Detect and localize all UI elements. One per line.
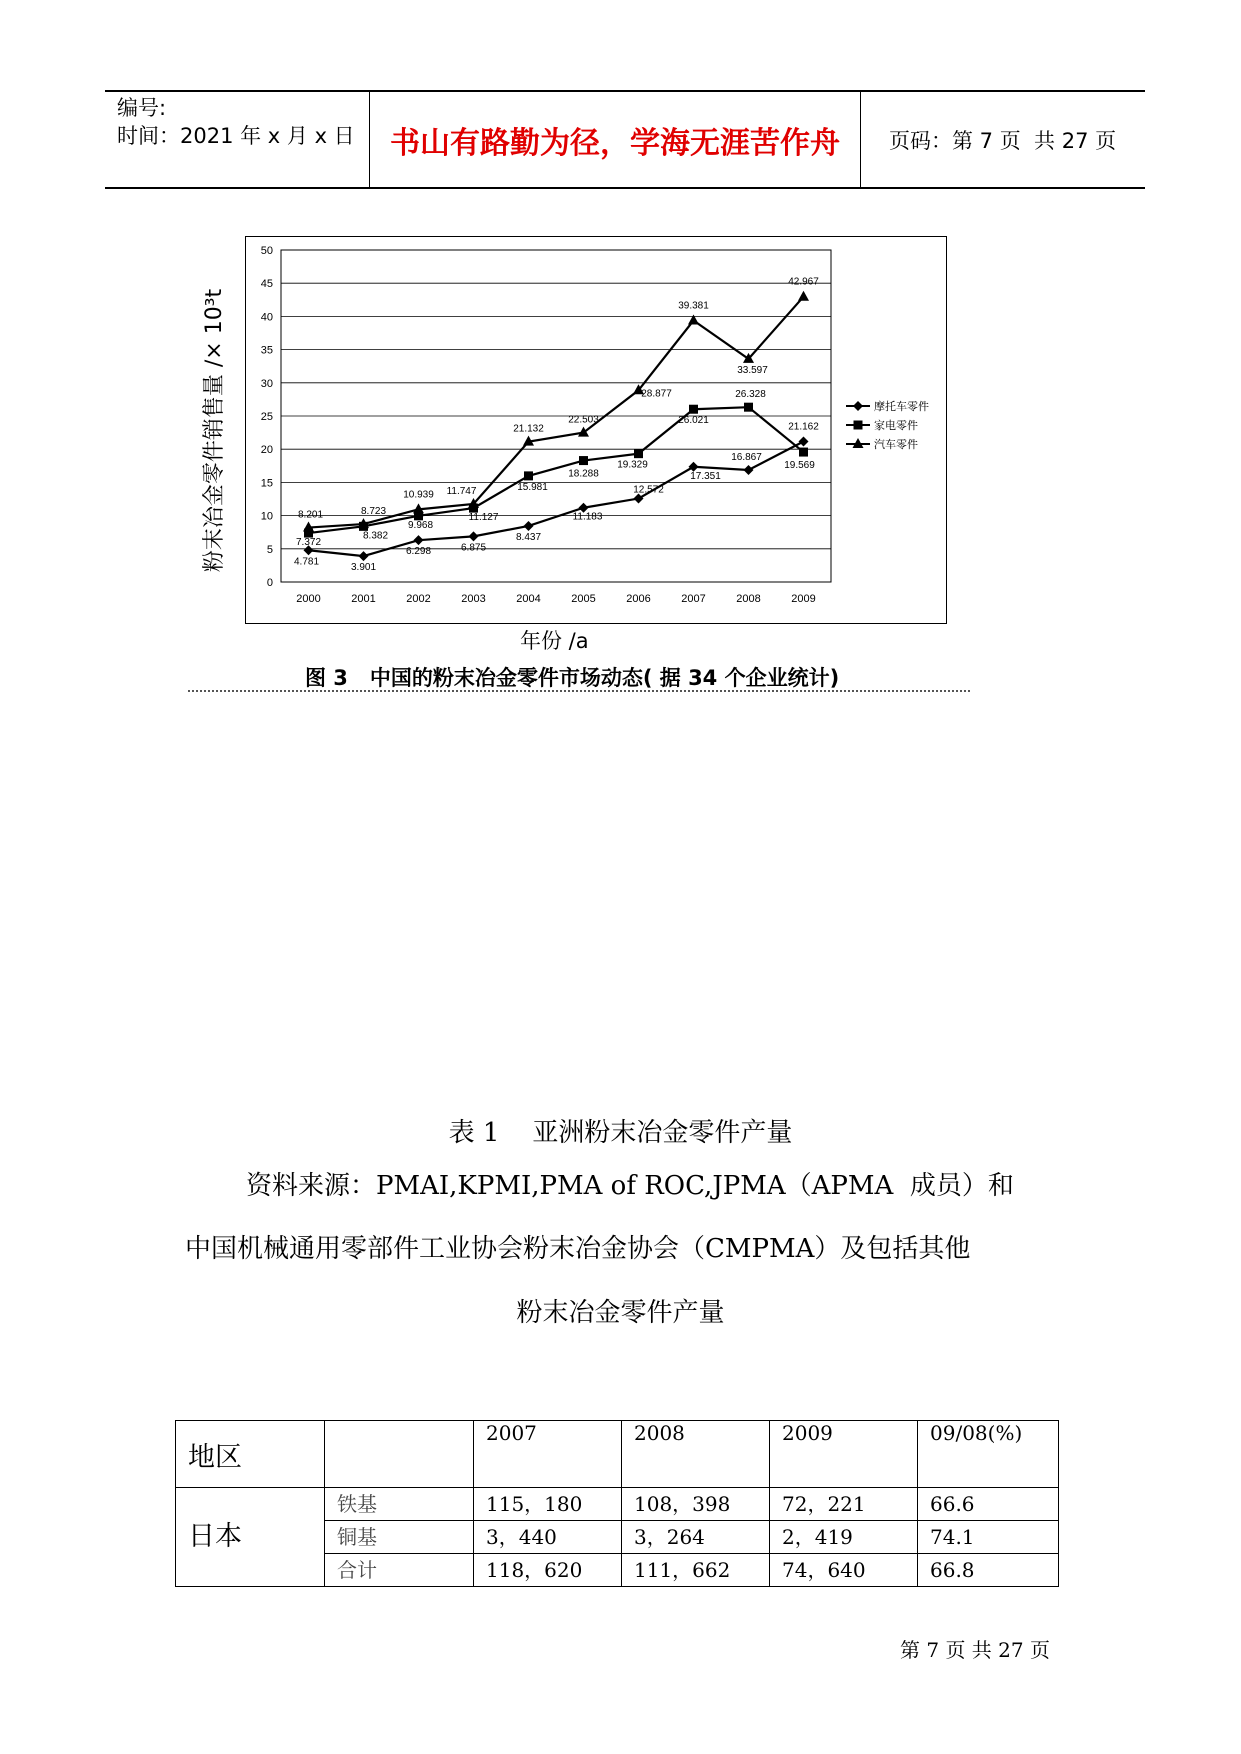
x-tick-label: 2005 [571,593,596,605]
data-label: 10.939 [403,489,434,501]
production-table [175,1420,1059,1587]
data-label: 19.569 [784,460,815,472]
x-tick-label: 2001 [351,593,376,605]
data-label: 7.372 [295,537,322,549]
dotted-divider [188,690,970,692]
data-label: 3.901 [350,562,377,574]
header-cell-2009: 2009 [770,1421,918,1488]
y-tick-label: 5 [266,543,273,556]
data-label: 21.132 [513,423,544,435]
source-line-3: 粉末冶金零件产量 [516,1298,725,1328]
data-label: 18.288 [568,468,599,480]
data-label: 26.021 [678,415,709,427]
data-point-square [689,405,698,414]
data-point-square [579,456,588,465]
data-point-square [799,448,808,457]
data-point-square [634,449,643,458]
data-label: 16.867 [731,452,762,464]
data-label: 8.723 [360,506,387,518]
y-tick-label: 10 [260,510,273,523]
header-cell-type [325,1421,474,1488]
data-label: 12.572 [633,484,664,496]
chart-y-axis-label-wrap [198,290,228,570]
document-time-label: 时间：2021 年 x 月 x 日 [117,124,355,148]
x-tick-label: 2008 [736,593,761,605]
y-tick-label: 30 [260,377,273,390]
table-title: 表 1 亚洲粉末冶金零件产量 [448,1118,793,1148]
data-label: 39.381 [678,300,709,312]
value-cell: 111，662 [622,1554,770,1587]
value-cell: 74，640 [770,1554,918,1587]
data-label: 6.298 [405,546,432,558]
type-cell: 铜基 [325,1521,474,1554]
header-left [117,92,367,189]
data-point-square [524,471,533,480]
page-header [105,90,1145,189]
y-tick-label: 25 [260,411,273,423]
ratio-cell: 66.6 [918,1488,1059,1521]
data-label: 19.329 [617,459,648,471]
sales-line-chart [246,237,946,623]
data-label: 15.981 [517,481,548,493]
data-label: 28.877 [641,388,672,400]
figure-caption: 图 3 中国的粉末冶金零件市场动态( 据 34 个企业统计) [305,666,840,690]
y-tick-label: 50 [260,245,273,257]
data-label: 9.968 [407,519,434,531]
page-footer: 第 7 页 共 27 页 [900,1638,1050,1662]
y-tick-label: 0 [266,577,273,589]
legend-label: 家电零件 [874,419,918,432]
data-label: 8.382 [362,530,389,542]
data-label: 33.597 [737,364,768,376]
data-label: 11.127 [468,512,499,524]
type-cell: 铁基 [325,1488,474,1521]
data-label: 11.747 [446,485,477,497]
x-tick-label: 2000 [296,593,321,605]
x-tick-label: 2002 [406,593,431,605]
data-label: 8.437 [515,531,542,543]
header-motto: 书山有路勤为径，学海无涯苦作舟 [369,92,861,187]
y-tick-label: 35 [260,344,273,357]
y-tick-label: 45 [260,278,273,291]
value-cell: 118，620 [474,1554,622,1587]
data-label: 6.875 [460,542,487,554]
data-label: 26.328 [735,389,766,401]
header-cell-2007: 2007 [474,1421,622,1488]
chart-y-axis-label: 粉末冶金零件销售量 /× 10³t [202,288,228,572]
value-cell: 108，398 [622,1488,770,1521]
value-cell: 3，264 [622,1521,770,1554]
y-tick-label: 15 [260,477,273,490]
data-label: 42.967 [788,276,819,288]
y-tick-label: 40 [260,311,273,324]
header-right [871,92,1159,187]
table-row [176,1488,1059,1521]
table-header-row [176,1421,1059,1488]
source-line-2: 中国机械通用零部件工业协会粉末冶金协会（CMPMA）及包括其他 [185,1234,971,1264]
region-cell: 日本 [176,1488,325,1587]
data-label: 8.201 [297,509,324,521]
value-cell: 115，180 [474,1488,622,1521]
data-label: 21.162 [788,421,819,433]
x-tick-label: 2006 [626,593,651,605]
data-point-diamond [853,401,863,411]
type-cell: 合计 [325,1554,474,1587]
header-cell-region: 地区 [176,1421,325,1488]
data-point-square [744,403,753,412]
x-tick-label: 2004 [516,593,541,605]
x-tick-label: 2007 [681,593,706,605]
header-cell-ratio: 09/08(%) [918,1421,1059,1488]
x-tick-label: 2003 [461,593,486,605]
x-tick-label: 2009 [791,593,816,605]
data-point-square [854,421,863,430]
data-label: 17.351 [690,470,721,482]
ratio-cell: 74.1 [918,1521,1059,1554]
chart-frame [245,236,947,624]
y-tick-label: 20 [260,444,273,457]
chart-x-axis-label: 年份 /a [520,629,589,653]
data-label: 22.503 [568,414,599,426]
legend-label: 摩托车零件 [874,400,929,413]
header-cell-2008: 2008 [622,1421,770,1488]
value-cell: 3，440 [474,1521,622,1554]
value-cell: 72，221 [770,1488,918,1521]
value-cell: 2，419 [770,1521,918,1554]
legend-label: 汽车零件 [874,438,918,451]
document-number-label: 编号: [117,96,167,120]
source-line-1: 资料来源：PMAI,KPMI,PMA of ROC,JPMA（APMA 成员）和 [246,1171,1014,1201]
data-label: 11.183 [572,511,603,523]
ratio-cell: 66.8 [918,1554,1059,1587]
page-indicator: 页码：第 7 页 共 27 页 [889,128,1117,153]
data-label: 4.781 [293,556,320,568]
